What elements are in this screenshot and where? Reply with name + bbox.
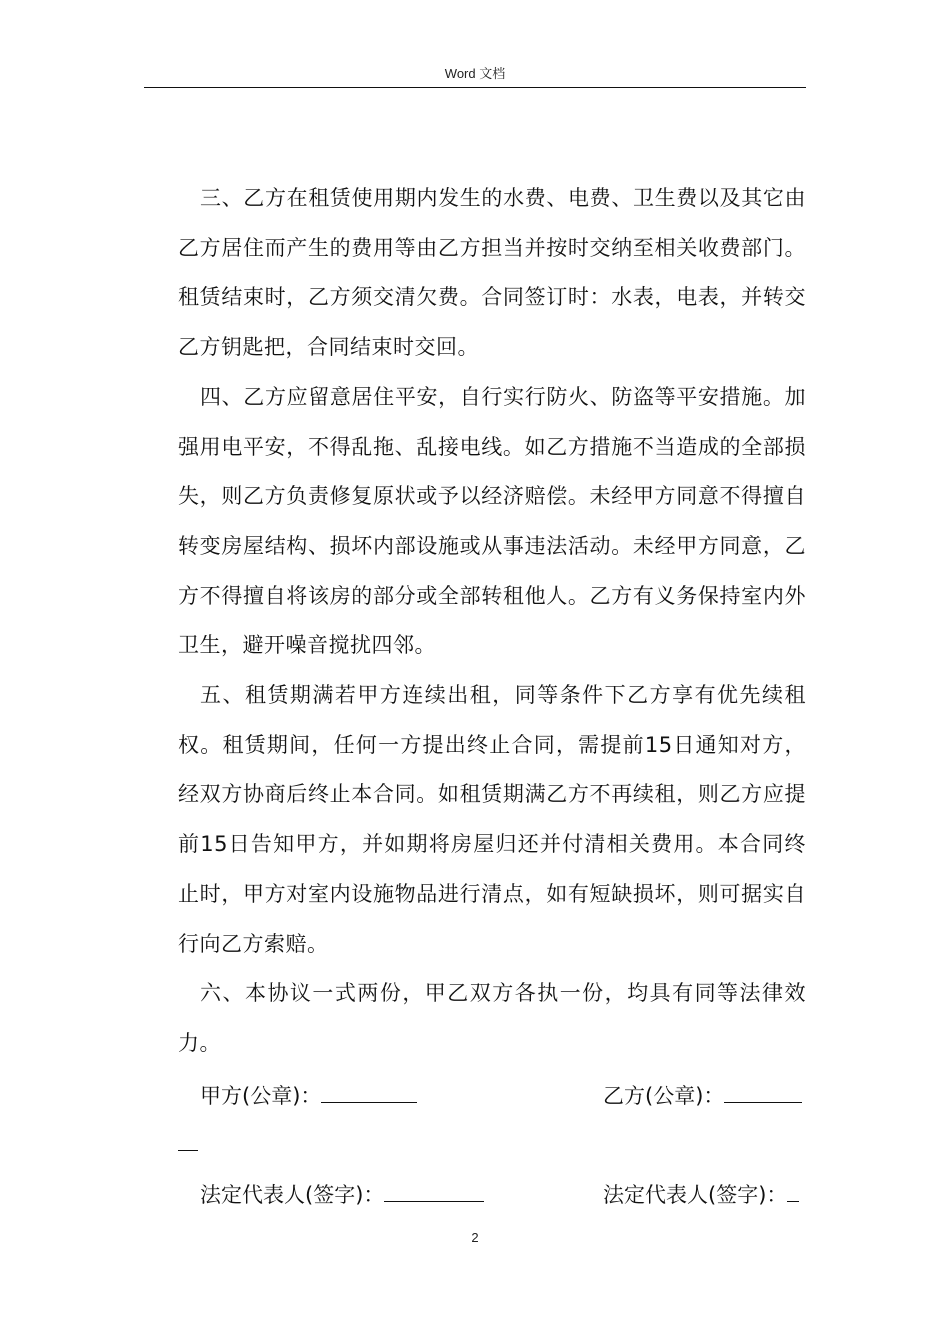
party-b-rep-line [603,1179,799,1210]
clause-5: 五、租赁期满若甲方连续出租，同等条件下乙方享有优先续租权。租赁期间，任何一方提出终止合同，需提前15日通知对方，经双方协商后终止本合同。如租赁期满乙方不再续租，则乙方应提前15日告知甲方，并如期将房屋归还并付清相关费用。本合同终止时，甲方对室内设施物品进行清点，如有短缺损坏，则可据实自行向乙方索赔。 [178,683,806,956]
party-b-seal-line [603,1080,802,1111]
header-divider [144,87,806,88]
party-a-seal-blank [321,1080,417,1103]
clause-3: 三、乙方在租赁使用期内发生的水费、电费、卫生费以及其它由乙方居住而产生的费用等由乙方担当并按时交纳至相关收费部门。租赁结束时，乙方须交清欠费。合同签订时：水表，电表，并转交乙方钥匙把，合同结束时交回。 [178,186,806,360]
party-a-rep-line [200,1179,484,1210]
party-a-seal-line [200,1080,417,1111]
party-b-rep-label: 法定代表人(签字)： [603,1183,788,1207]
party-b-rep-blank [787,1179,799,1202]
party-a-seal-label: 甲方(公章)： [200,1084,322,1108]
contract-body [178,174,806,1069]
party-b-seal-blank-continued [178,1128,198,1151]
page-number: 2 [471,1230,479,1245]
clause-4: 四、乙方应留意居住平安，自行实行防火、防盗等平安措施。加强用电平安，不得乱拖、乱接电线。如乙方措施不当造成的全部损失，则乙方负责修复原状或予以经济赔偿。未经甲方同意不得擅自转变房屋结构、损坏内部设施或从事违法活动。未经甲方同意，乙方不得擅自将该房的部分或全部转租他人。乙方有义务保持室内外卫生，避开噪音搅扰四邻。 [178,384,806,658]
clause-6: 六、本协议一式两份，甲乙双方各执一份，均具有同等法律效力。 [178,981,806,1055]
party-b-seal-blank [724,1080,802,1103]
party-b-seal-label: 乙方(公章)： [603,1084,725,1108]
document-header: Word 文档 [444,66,506,81]
party-a-rep-blank [384,1179,484,1202]
party-a-rep-label: 法定代表人(签字)： [200,1183,385,1207]
party-b-seal-blank-wrap [178,1128,198,1159]
